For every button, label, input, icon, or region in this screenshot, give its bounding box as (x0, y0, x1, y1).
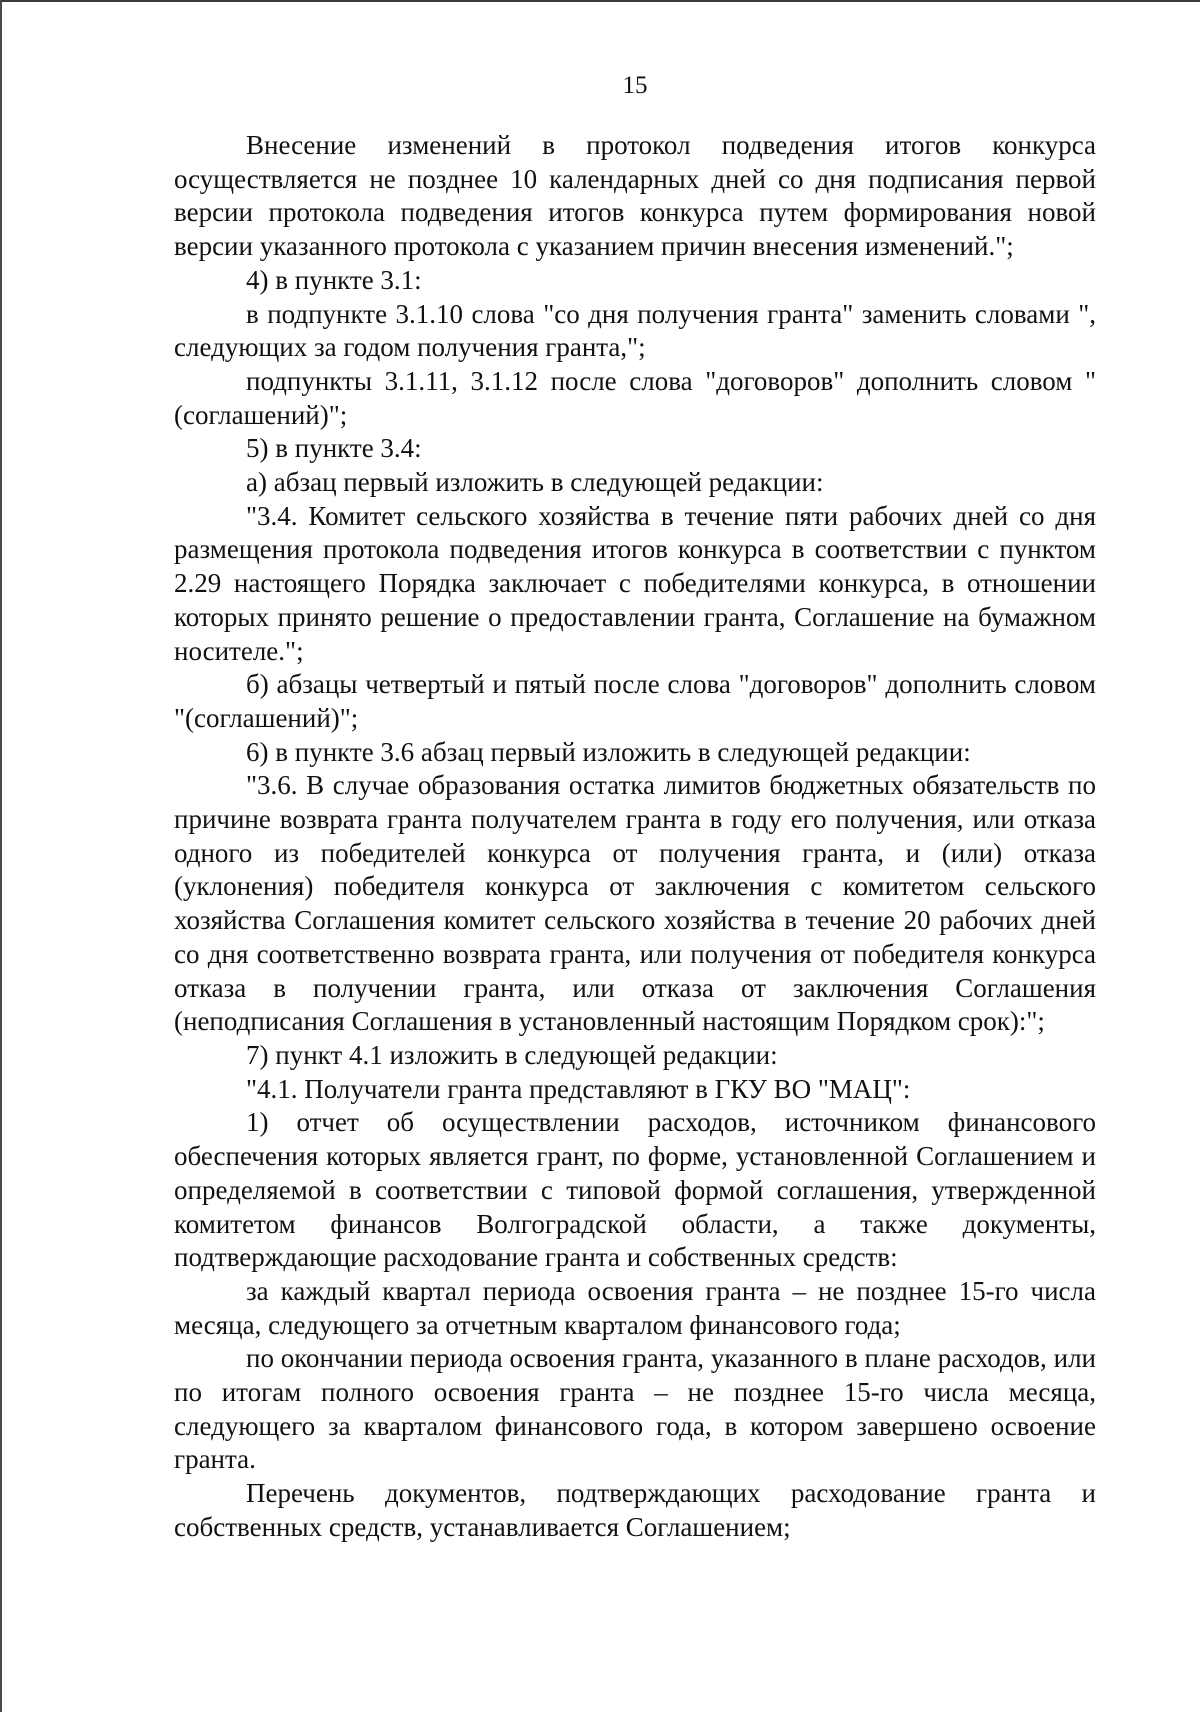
paragraph: в подпункте 3.1.10 слова "со дня получения гранта" заменить словами ", следующих за годом получения гранта,"; (174, 298, 1096, 363)
paragraph: Перечень документов, подтверждающих расходование гранта и собственных средств, устанавливается Соглашением; (174, 1478, 1096, 1542)
document-body (174, 129, 1096, 1545)
paragraph: "3.4. Комитет сельского хозяйства в течение пяти рабочих дней со дня размещения протокола подведения итогов конкурса в соответствии с пунктом 2.29 настоящего Порядка заключает с победителями конкурса, в отношении которых принято решение о предоставлении гранта, Соглашение на бумажном носителе."; (174, 500, 1096, 666)
paragraph: 1) отчет об осуществлении расходов, источником финансового обеспечения которых является грант, по форме, установленной Соглашением и определяемой в соответствии с типовой формой соглашения, утвержденной комитетом финансов Волгоградской области, а также документы, подтверждающие расходование гранта и собственных средств: (174, 1107, 1096, 1273)
scan-edge-left (0, 0, 2, 1712)
paragraph: "3.6. В случае образования остатка лимитов бюджетных обязательств по причине возврата гранта получателем гранта в году его получения, или отказа одного из победителей конкурса от получения гранта, и (или) отказа (уклонения) победителя конкурса от заключения с комитетом сельского хозяйства Соглашения комитет сельского хозяйства в течение 20 рабочих дней со дня соответственно возврата гранта, или получения от победителя конкурса отказа в получении гранта, или отказа от заключения Соглашения (неподписания Соглашения в установленный настоящим Порядком срок):"; (174, 770, 1096, 1037)
paragraph: "4.1. Получатели гранта представляют в ГКУ ВО "МАЦ": (246, 1073, 911, 1104)
paragraph: 7) пункт 4.1 изложить в следующей редакции: (246, 1039, 778, 1070)
paragraph: 6) в пункте 3.6 абзац первый изложить в следующей редакции: (246, 736, 971, 767)
paragraph: а) абзац первый изложить в следующей редакции: (246, 467, 824, 498)
page-number: 15 (622, 72, 648, 99)
paragraph: подпункты 3.1.11, 3.1.12 после слова "договоров" дополнить словом "(соглашений)"; (174, 365, 1096, 430)
paragraph: Внесение изменений в протокол подведения итогов конкурса осуществляется не позднее 10 календарных дней со дня подписания первой версии протокола подведения итогов конкурса путем формирования новой версии указанного протокола с указанием причин внесения изменений."; (174, 130, 1096, 262)
paragraph: за каждый квартал периода освоения гранта – не позднее 15-го числа месяца, следующего за отчетным кварталом финансового года; (174, 1275, 1096, 1340)
paragraph: 4) в пункте 3.1: (246, 264, 422, 295)
paragraph: по окончании периода освоения гранта, указанного в плане расходов, или по итогам полного освоения гранта – не позднее 15-го числа месяца, следующего за кварталом финансового года, в котором завершено освоение гранта. (174, 1343, 1096, 1475)
paragraph: б) абзацы четвертый и пятый после слова "договоров" дополнить словом "(соглашений)"; (174, 669, 1096, 733)
scan-edge-top (0, 0, 1200, 2)
paragraph: 5) в пункте 3.4: (246, 433, 422, 464)
